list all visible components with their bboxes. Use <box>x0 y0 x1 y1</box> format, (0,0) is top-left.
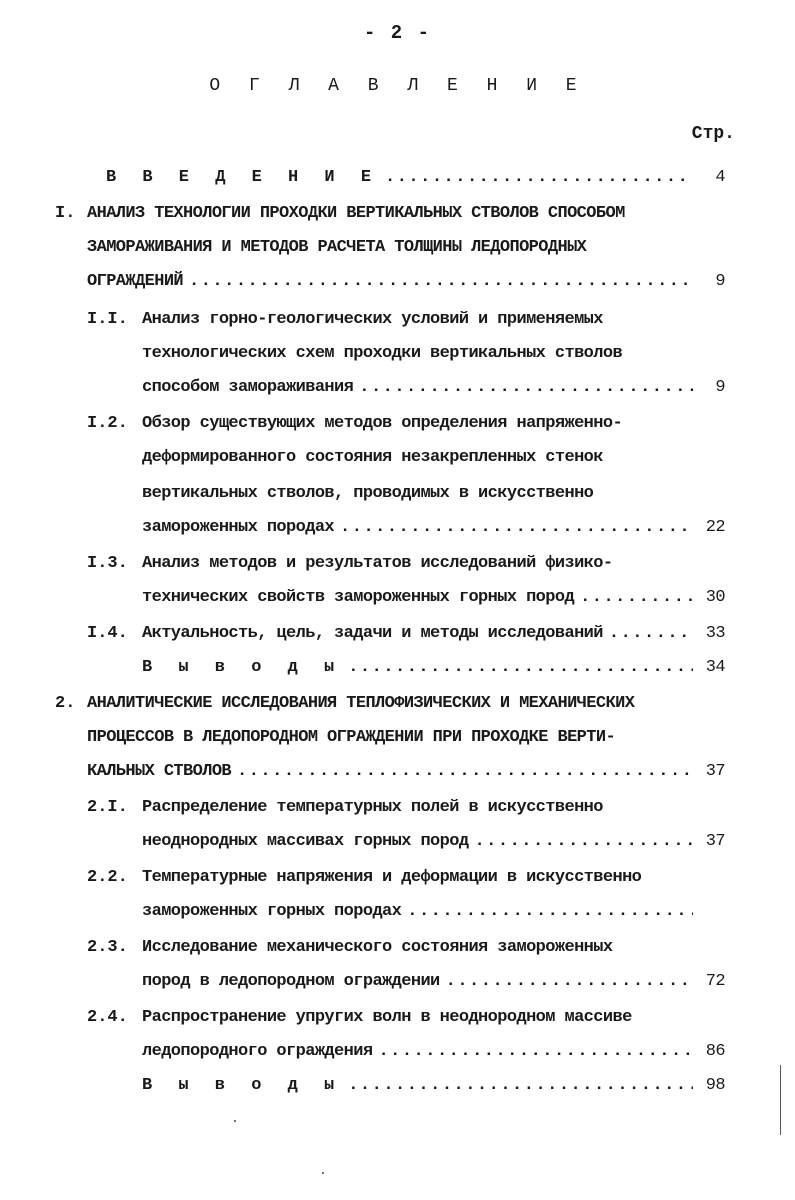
toc-entry-chapter-1-conclusions <box>142 658 725 677</box>
section-2-1-title-line: неоднородных массивах горных пород <box>142 832 469 851</box>
section-2-4-number: 2.4. <box>87 1008 128 1027</box>
section-1-2-number: I.2. <box>87 414 128 433</box>
scan-speck <box>322 1172 324 1174</box>
dot-leader <box>407 902 693 921</box>
section-2-3-title-line: пород в ледопородном ограждении <box>142 972 440 991</box>
toc-entry-section-2-2 <box>142 902 725 921</box>
section-2-1-title-line: Распределение температурных полей в искусственно <box>142 798 603 817</box>
toc-entry-section-2-1 <box>142 832 725 851</box>
toc-title: О Г Л А В Л Е Н И Е <box>209 76 586 96</box>
chapter-2-title-line: КАЛЬНЫХ СТВОЛОВ <box>87 762 232 781</box>
section-2-3-title-line: Исследование механического состояния замороженных <box>142 938 613 957</box>
page-ref: 9 <box>715 378 725 397</box>
page-ref: 37 <box>705 832 725 851</box>
toc-entry-chapter-2 <box>87 762 725 781</box>
dot-leader <box>348 1076 693 1095</box>
section-2-2-number: 2.2. <box>87 868 128 887</box>
section-1-2-title-line: деформированного состояния незакрепленных стенок <box>142 448 603 467</box>
scan-speck <box>234 1120 236 1122</box>
section-1-2-title-line: замороженных породах <box>142 518 335 537</box>
chapter-2-number: 2. <box>55 694 76 713</box>
chapter-1-number: I. <box>55 204 76 223</box>
chapter-2-title-line: ПРОЦЕССОВ В ЛЕДОПОРОДНОМ ОГРАЖДЕНИИ ПРИ ПРОХОДКЕ ВЕРТИ- <box>87 728 616 747</box>
page-ref: 30 <box>705 588 725 607</box>
conclusions-label: В ы в о д ы <box>142 658 343 677</box>
section-2-2-title-line: замороженных горных породах <box>142 902 402 921</box>
dot-leader <box>189 272 693 291</box>
section-1-2-title-line: вертикальных стволов, проводимых в искусственно <box>142 484 594 503</box>
dot-leader <box>446 972 693 991</box>
section-2-3-number: 2.3. <box>87 938 128 957</box>
section-2-1-number: 2.I. <box>87 798 128 817</box>
section-1-2-title-line: Обзор существующих методов определения напряженно- <box>142 414 623 433</box>
page-ref: 34 <box>705 658 725 677</box>
intro-label: В В Е Д Е Н И Е <box>106 168 380 187</box>
toc-entry-section-1-4 <box>142 624 725 643</box>
section-1-3-title-line: технических свойств замороженных горных пород <box>142 588 575 607</box>
dot-leader <box>580 588 693 607</box>
page-ref: 22 <box>705 518 725 537</box>
section-1-1-title-line: Анализ горно-геологических условий и применяемых <box>142 310 603 329</box>
conclusions-label: В ы в о д ы <box>142 1076 343 1095</box>
dot-leader <box>237 762 693 781</box>
page-ref: 4 <box>715 168 725 187</box>
section-2-2-title-line: Температурные напряжения и деформации в искусственно <box>142 868 642 887</box>
toc-entry-section-1-2 <box>142 518 725 537</box>
page-ref: 86 <box>705 1042 725 1061</box>
page-ref: 37 <box>705 762 725 781</box>
dot-leader <box>359 378 693 397</box>
toc-entry-section-2-4 <box>142 1042 725 1061</box>
section-1-4-title-line: Актуальность, цель, задачи и методы исследований <box>142 624 603 643</box>
section-1-1-title-line: способом замораживания <box>142 378 354 397</box>
page-column-header: Стр. <box>691 124 735 144</box>
chapter-1-title-line: ЗАМОРАЖИВАНИЯ И МЕТОДОВ РАСЧЕТА ТОЛЩИНЫ ЛЕДОПОРОДНЫХ <box>87 238 587 257</box>
chapter-1-title-line: АНАЛИЗ ТЕХНОЛОГИИ ПРОХОДКИ ВЕРТИКАЛЬНЫХ СТВОЛОВ СПОСОБОМ <box>87 204 625 223</box>
page-ref: 33 <box>705 624 725 643</box>
chapter-1-title-line: ОГРАЖДЕНИЙ <box>87 272 184 291</box>
dot-leader <box>474 832 693 851</box>
dot-leader <box>385 168 693 187</box>
dot-leader <box>340 518 693 537</box>
dot-leader <box>609 624 693 643</box>
dot-leader <box>378 1042 693 1061</box>
section-1-1-number: I.I. <box>87 310 128 329</box>
toc-entry-intro <box>106 168 725 187</box>
toc-entry-section-2-3 <box>142 972 725 991</box>
toc-entry-section-1-3 <box>142 588 725 607</box>
toc-entry-chapter-2-conclusions <box>142 1076 725 1095</box>
section-2-4-title-line: ледопородного ограждения <box>142 1042 373 1061</box>
page-number: - 2 - <box>363 22 431 44</box>
dot-leader <box>348 658 693 677</box>
section-1-3-title-line: Анализ методов и результатов исследований физико- <box>142 554 613 573</box>
section-2-4-title-line: Распространение упругих волн в неоднородном массиве <box>142 1008 632 1027</box>
page-ref: 72 <box>705 972 725 991</box>
chapter-2-title-line: АНАЛИТИЧЕСКИЕ ИССЛЕДОВАНИЯ ТЕПЛОФИЗИЧЕСКИХ И МЕХАНИЧЕСКИХ <box>87 694 635 713</box>
page-ref: 9 <box>715 272 725 291</box>
section-1-4-number: I.4. <box>87 624 128 643</box>
page-ref: 98 <box>705 1076 725 1095</box>
toc-entry-section-1-1 <box>142 378 725 397</box>
section-1-3-number: I.3. <box>87 554 128 573</box>
scan-edge-line <box>780 1065 781 1135</box>
toc-entry-chapter-1 <box>87 272 725 291</box>
section-1-1-title-line: технологических схем проходки вертикальных стволов <box>142 344 623 363</box>
